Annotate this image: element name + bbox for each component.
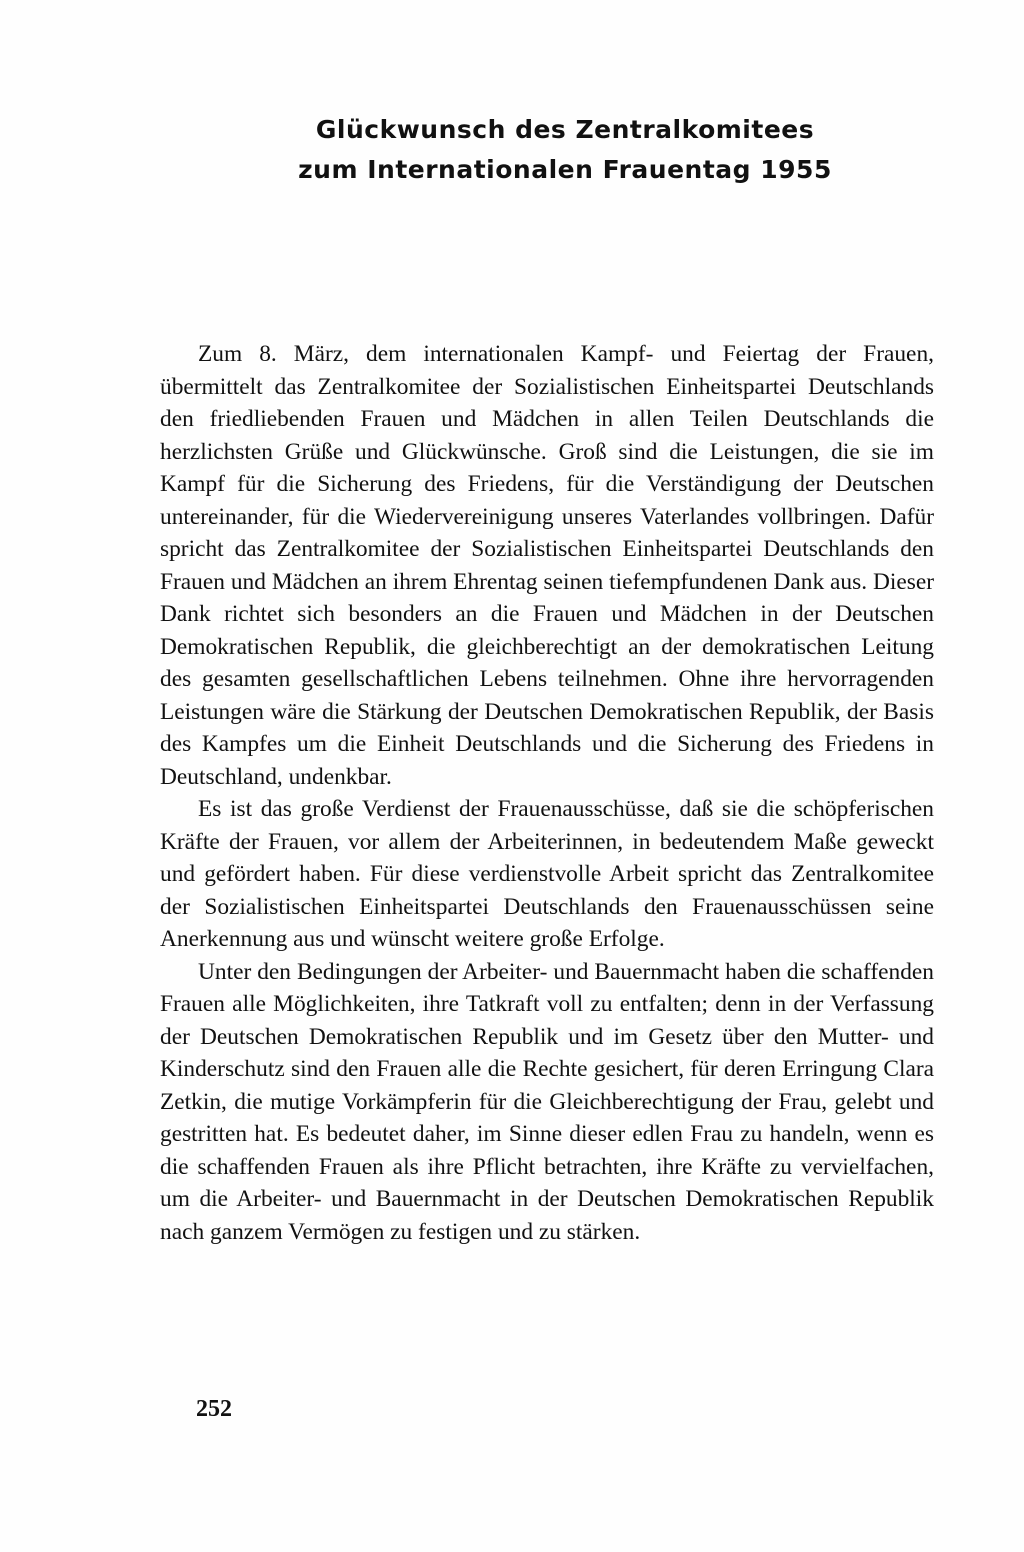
paragraph-3: Unter den Bedingungen der Arbeiter- und Bauernmacht haben die schaffenden Frauen alle Möglichkeiten, ihre Tatkraft voll zu entfalten; denn in der Verfassung der Deutschen Demokratischen Republik und im Gesetz über den Mutter- und Kinderschutz sind den Frauen alle die Rechte gesichert, für deren Erringung Clara Zetkin, die mutige Vorkämpferin für die Gleichberechtigung der Frau, gelebt und gestritten hat. Es bedeutet daher, im Sinne dieser edlen Frau zu handeln, wenn es die schaffenden Frauen als ihre Pflicht betrachten, ihre Kräfte zu vervielfachen, um die Arbeiter- und Bauernmacht in der Deutschen Demokratischen Republik nach ganzem Vermögen zu festigen und zu stärken. xyxy=(160,958,934,1245)
page-number: 252 xyxy=(196,1396,232,1422)
page-title xyxy=(200,110,930,190)
paragraph-2: Es ist das große Verdienst der Frauenausschüsse, daß sie die schöpferischen Kräfte der Frauen, vor allem der Arbeiterinnen, in bedeutendem Maße geweckt und gefördert haben. Für diese verdienstvolle Arbeit spricht das Zentralkomitee der Sozialistischen Einheitspartei Deutschlands den Frauenausschüssen seine Anerkennung aus und wünscht weitere große Erfolge. xyxy=(160,796,934,952)
paragraph-1: Zum 8. März, dem internationalen Kampf- und Feiertag der Frauen, übermittelt das Zentralkomitee der Sozialistischen Einheitspartei Deutschlands den friedliebenden Frauen und Mädchen in allen Teilen Deutschlands die herzlichsten Grüße und Glückwünsche. Groß sind die Leistungen, die sie im Kampf für die Sicherung des Friedens, für die Verständigung der Deutschen untereinander, für die Wiedervereinigung unseres Vaterlandes vollbringen. Dafür spricht das Zentralkomitee der Sozialistischen Einheitspartei Deutschlands den Frauen und Mädchen an ihrem Ehrentag seinen tiefempfundenen Dank aus. Dieser Dank richtet sich besonders an die Frauen und Mädchen in der Deutschen Demokratischen Republik, die gleichberechtigt an der demokratischen Leitung des gesamten gesellschaftlichen Lebens teilnehmen. Ohne ihre hervorragenden Leistungen wäre die Stärkung der Deutschen Demokratischen Republik, der Basis des Kampfes um die Einheit Deutschlands und die Sicherung des Friedens in Deutschland, undenkbar. xyxy=(160,341,934,790)
title-line-2: zum Internationalen Frauentag 1955 xyxy=(298,155,832,184)
title-line-1: Glückwunsch des Zentralkomitees xyxy=(315,115,815,144)
body-text xyxy=(160,338,934,1248)
